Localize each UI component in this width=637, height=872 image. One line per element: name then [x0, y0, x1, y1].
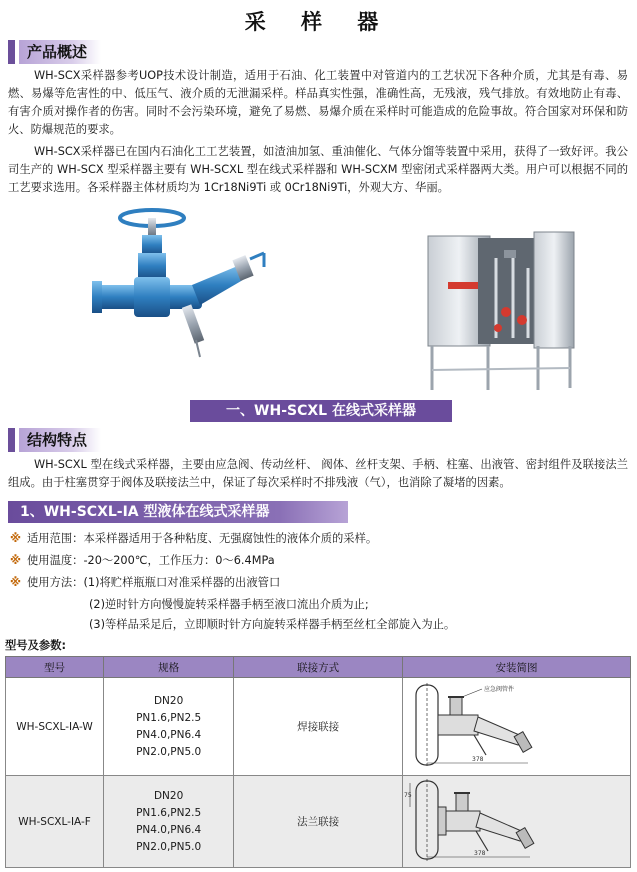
col-header-connection: 联接方式	[234, 657, 403, 678]
method-step-2: (2)逆时针方向慢慢旋转采样器手柄至液口流出介质为止;	[89, 598, 369, 611]
bullet-mark-icon: ※	[10, 532, 21, 545]
table-header-row	[6, 657, 631, 678]
dimension-label: 378	[474, 850, 486, 857]
temperature-text: 使用温度：-20～200℃，工作压力：0～6.4MPa	[26, 554, 275, 567]
flange-install-diagram	[404, 777, 629, 863]
connection-cell: 焊接联接	[234, 678, 403, 776]
structure-paragraph: WH-SCXL 型在线式采样器，主要由应急阀、传动丝杆、 阀体、丝杆支架、手柄、柱塞、出液管、密封组件及联接法兰组成。由于柱塞贯穿于阀体及联接法兰中，保证了每次采样时不排残液（气），也消除了凝堵的因素。	[8, 458, 628, 489]
spec-table	[5, 656, 631, 868]
side-dimension-label: 75	[404, 792, 412, 799]
connection-cell: 法兰联接	[234, 776, 403, 868]
bullet-mark-icon: ※	[10, 576, 21, 589]
overview-paragraph-2: WH-SCX采样器已在国内石油化工工艺装置，如渣油加氢、重油催化、气体分馏等装置中采用，获得了一致好评。我公司生产的 WH-SCX 型采样器主要有 WH-SCXL 型在线式采样器和 WH-SCXM 型密闭式采样器两大类。用户可以根据不同的工艺要求选用。各采样器主体材质均为 1Cr18Ni9Ti 或 0Cr18Ni9Ti，外观大方、华丽。	[8, 145, 628, 194]
spec-line: PN1.6,PN2.5	[136, 711, 202, 724]
sampling-cabinet-photo	[418, 228, 578, 396]
spec-cell	[104, 678, 234, 776]
heading-bar	[8, 40, 15, 64]
table-row	[6, 776, 631, 868]
spec-line: PN2.0,PN5.0	[136, 745, 202, 758]
inline-sampler-photo	[92, 205, 267, 360]
diagram-cell	[403, 776, 631, 868]
method-step-1: (1)将贮样瓶瓶口对准采样器的出液管口	[83, 576, 281, 589]
callout-label: 应急阀管件	[484, 686, 515, 693]
dimension-label: 378	[472, 756, 484, 763]
heading-bar	[8, 428, 15, 452]
col-header-model: 型号	[6, 657, 104, 678]
overview-paragraph-1: WH-SCX采样器参考UOP技术设计制造，适用于石油、化工装置中对管道内的工艺状况下各种介质，尤其是有毒、易燃、易爆等危害性的中、低压气、液介质的无泄漏采样。样品真实性强，准确性高，无残液，残气排放。有效地防止有毒、有害介质对操作者的伤害。同时不会污染环境，避免了易燃、易爆介质在采样时可能造成的危险事故。符合国家对环保和防火、防爆规范的要求。	[8, 69, 628, 136]
page-title: 采 样 器	[244, 10, 393, 34]
method-label: 使用方法：	[26, 576, 84, 589]
structure-heading-label: 结构特点	[19, 428, 101, 452]
temperature-line	[10, 552, 630, 570]
spec-cell	[104, 776, 234, 868]
table-row	[6, 678, 631, 776]
col-header-spec: 规格	[104, 657, 234, 678]
bullet-mark-icon: ※	[10, 554, 21, 567]
spec-line: PN2.0,PN5.0	[136, 840, 202, 853]
method-line	[10, 574, 630, 592]
spec-line: DN20	[153, 694, 184, 707]
spec-line: PN4.0,PN6.4	[136, 728, 202, 741]
scope-line	[10, 530, 630, 548]
structure-heading	[8, 428, 101, 452]
scope-text: 适用范围：本采样器适用于各种粘度、无强腐蚀性的液体介质的采样。	[26, 532, 378, 545]
spec-line: DN20	[153, 789, 184, 802]
col-header-diagram: 安装简图	[403, 657, 631, 678]
params-label: 型号及参数:	[5, 639, 67, 652]
model-cell: WH-SCXL-ⅠA-W	[6, 678, 104, 776]
spec-line: PN1.6,PN2.5	[136, 806, 202, 819]
section-banner: 一、WH-SCXL 在线式采样器	[190, 400, 452, 422]
overview-heading-label: 产品概述	[19, 40, 101, 64]
spec-line: PN4.0,PN6.4	[136, 823, 202, 836]
weld-install-diagram	[404, 679, 629, 771]
diagram-cell	[403, 678, 631, 776]
subsection-heading: 1、WH-SCXL-ⅠA 型液体在线式采样器	[8, 501, 348, 523]
model-cell: WH-SCXL-ⅠA-F	[6, 776, 104, 868]
overview-heading	[8, 40, 101, 64]
method-step-3: (3)等样品采足后，立即顺时针方向旋转采样器手柄至丝杠全部旋入为止。	[89, 618, 456, 631]
